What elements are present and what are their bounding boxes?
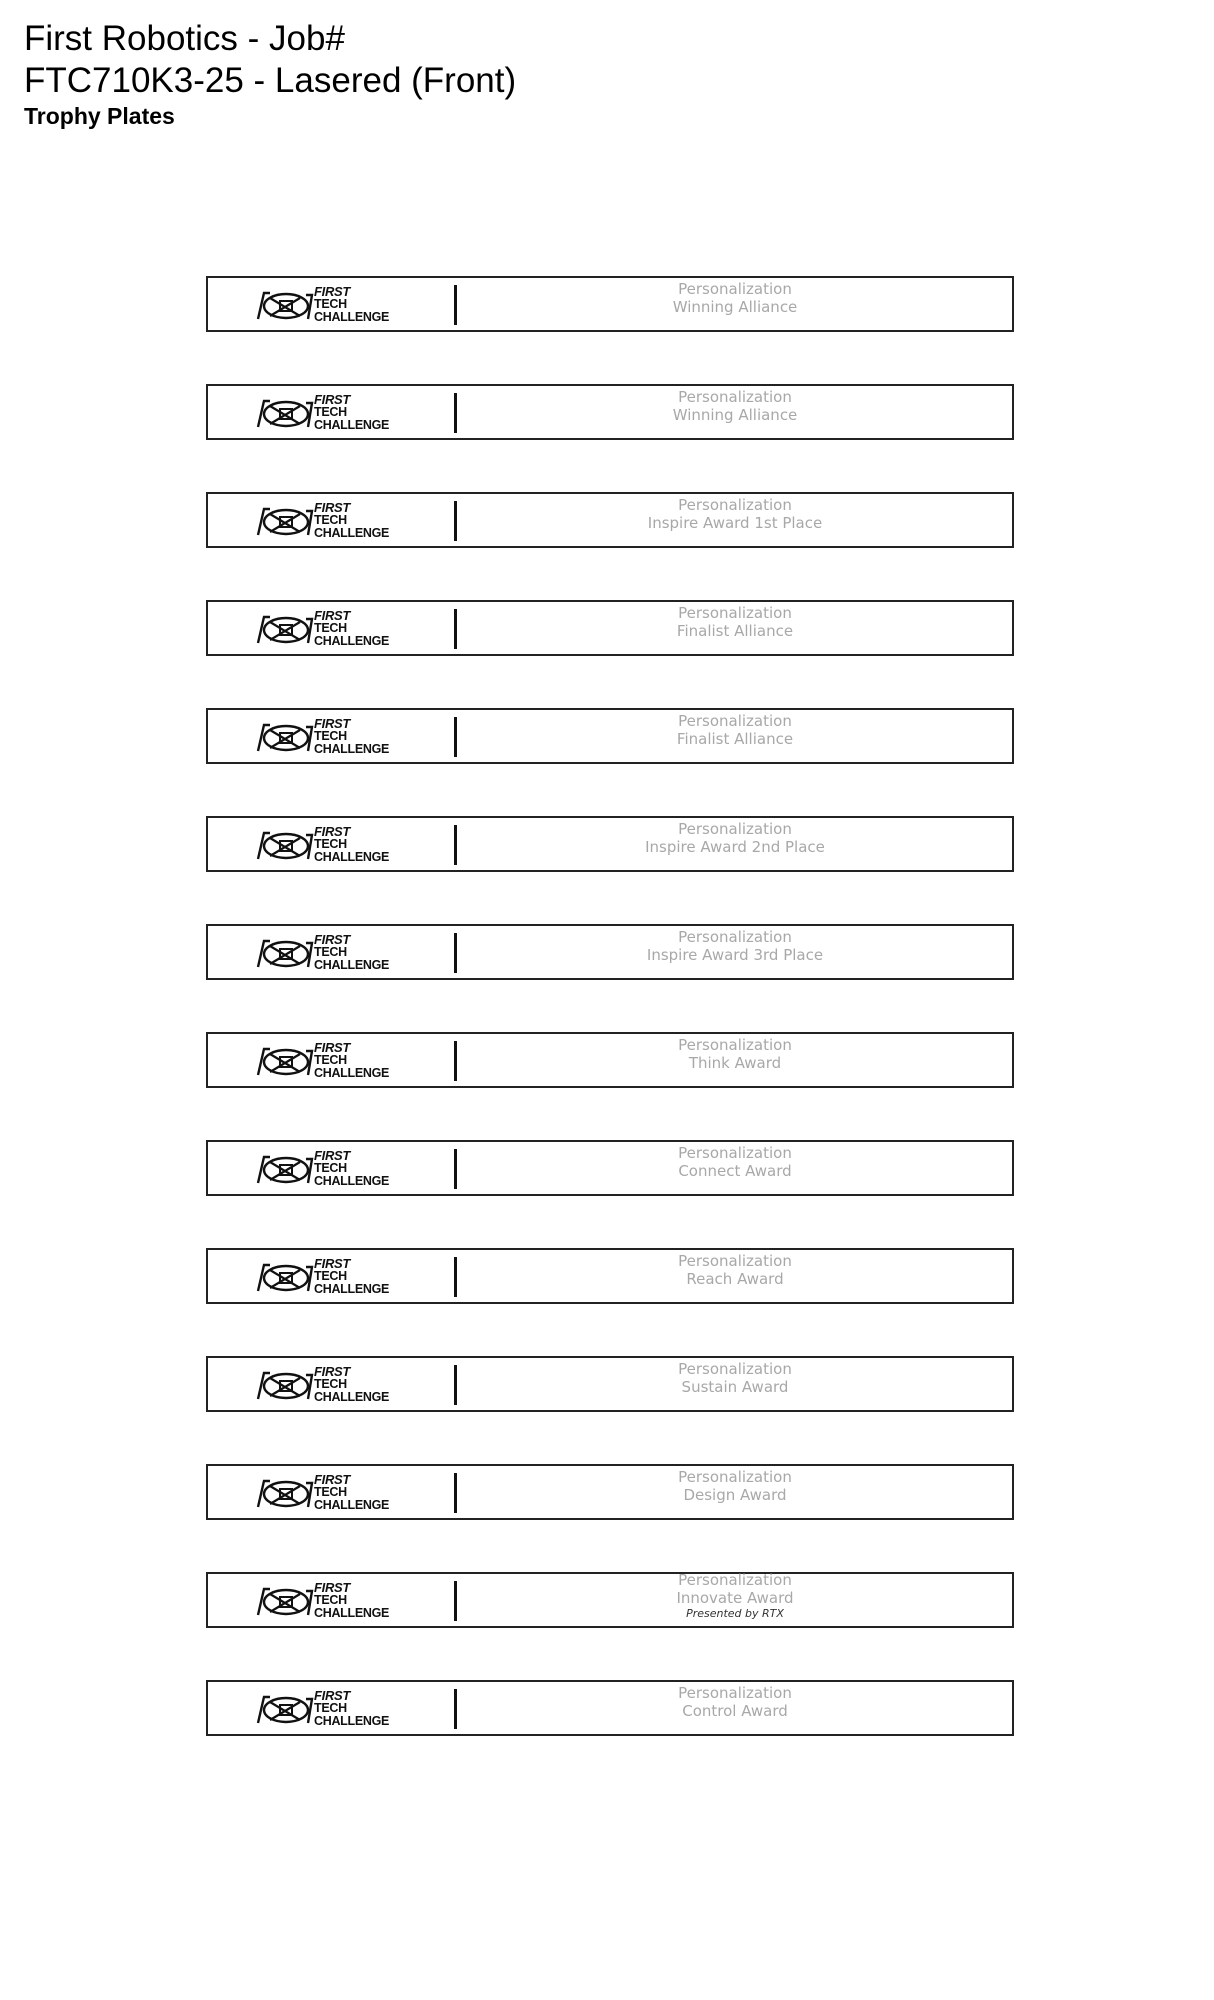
personalization-label: Personalization (678, 712, 792, 730)
personalization-label: Personalization (678, 1468, 792, 1486)
award-name: Inspire Award 1st Place (647, 514, 823, 532)
plate-text-area (468, 496, 1002, 532)
personalization-label: Personalization (678, 820, 792, 838)
ftc-logo (256, 825, 402, 865)
plate-divider (454, 1257, 457, 1297)
trophy-plate (206, 276, 1014, 332)
logo-text-challenge: CHALLENGE (314, 850, 390, 864)
plate-text-area (468, 928, 1002, 964)
plate-text-area (468, 1360, 1002, 1396)
personalization-label: Personalization (678, 1360, 792, 1378)
plate-text-area (468, 820, 1002, 856)
plate-divider (454, 717, 457, 757)
award-name: Winning Alliance (672, 406, 798, 424)
ftc-logo (256, 717, 402, 757)
trophy-plate (206, 1680, 1014, 1736)
logo-text-first: FIRST (314, 1148, 351, 1163)
logo-text-tech: TECH (314, 729, 347, 743)
award-name: Inspire Award 2nd Place (645, 838, 825, 856)
logo-text-first: FIRST (314, 932, 351, 947)
logo-text-tech: TECH (314, 1161, 347, 1175)
plate-text-area (468, 1468, 1002, 1504)
logo-text-tech: TECH (314, 1269, 347, 1283)
ftc-logo-icon (256, 1693, 314, 1727)
plate-text-area (468, 1684, 1002, 1720)
logo-text-tech: TECH (314, 1701, 347, 1715)
trophy-plate (206, 492, 1014, 548)
logo-text-tech: TECH (314, 837, 347, 851)
logo-text-first: FIRST (314, 1364, 351, 1379)
trophy-plate (206, 1356, 1014, 1412)
plate-text-area (468, 1252, 1002, 1288)
logo-text-challenge: CHALLENGE (314, 526, 390, 540)
ftc-logo-icon (256, 1369, 314, 1403)
ftc-logo-icon (256, 505, 314, 539)
award-name: Winning Alliance (672, 298, 798, 316)
plate-text-area (468, 1571, 1002, 1621)
logo-text-tech: TECH (314, 405, 347, 419)
logo-text-challenge: CHALLENGE (314, 1498, 390, 1512)
plate-divider (454, 933, 457, 973)
logo-text-challenge: CHALLENGE (314, 634, 390, 648)
ftc-logo-icon (256, 937, 314, 971)
logo-text-tech: TECH (314, 1485, 347, 1499)
award-name: Finalist Alliance (676, 730, 794, 748)
logo-text-first: FIRST (314, 284, 351, 299)
ftc-logo (256, 933, 402, 973)
trophy-plate (206, 384, 1014, 440)
trophy-plate (206, 1464, 1014, 1520)
trophy-plate (206, 924, 1014, 980)
logo-text-challenge: CHALLENGE (314, 1606, 390, 1620)
plate-divider (454, 1149, 457, 1189)
trophy-plate (206, 1140, 1014, 1196)
ftc-logo-icon (256, 613, 314, 647)
award-name: Innovate Award (676, 1589, 794, 1607)
plate-divider (454, 1041, 457, 1081)
plate-text-area (468, 388, 1002, 424)
plate-divider (454, 285, 457, 325)
ftc-logo-icon (256, 1261, 314, 1295)
award-name: Design Award (683, 1486, 787, 1504)
personalization-label: Personalization (678, 1036, 792, 1054)
award-name: Think Award (688, 1054, 782, 1072)
logo-text-first: FIRST (314, 392, 351, 407)
plate-divider (454, 1689, 457, 1729)
ftc-logo (256, 1257, 402, 1297)
logo-text-first: FIRST (314, 1580, 351, 1595)
logo-text-challenge: CHALLENGE (314, 1066, 390, 1080)
personalization-label: Personalization (678, 1571, 792, 1589)
presented-by-label: Presented by RTX (686, 1607, 784, 1620)
plate-divider (454, 1365, 457, 1405)
ftc-logo (256, 1581, 402, 1621)
award-name: Control Award (682, 1702, 788, 1720)
logo-text-tech: TECH (314, 513, 347, 527)
logo-text-first: FIRST (314, 716, 351, 731)
plate-divider (454, 1473, 457, 1513)
plate-text-area (468, 712, 1002, 748)
logo-text-challenge: CHALLENGE (314, 1714, 390, 1728)
logo-text-first: FIRST (314, 1256, 351, 1271)
plate-divider (454, 825, 457, 865)
award-name: Connect Award (678, 1162, 792, 1180)
ftc-logo (256, 1149, 402, 1189)
ftc-logo (256, 1689, 402, 1729)
subtitle: Trophy Plates (24, 103, 175, 129)
plate-divider (454, 609, 457, 649)
plate-text-area (468, 1144, 1002, 1180)
logo-text-challenge: CHALLENGE (314, 1174, 390, 1188)
personalization-label: Personalization (678, 928, 792, 946)
logo-text-tech: TECH (314, 621, 347, 635)
trophy-plate (206, 1248, 1014, 1304)
logo-text-challenge: CHALLENGE (314, 310, 390, 324)
award-name: Sustain Award (681, 1378, 789, 1396)
plate-divider (454, 1581, 457, 1621)
logo-text-tech: TECH (314, 1593, 347, 1607)
ftc-logo (256, 393, 402, 433)
ftc-logo-icon (256, 397, 314, 431)
personalization-label: Personalization (678, 496, 792, 514)
award-name: Inspire Award 3rd Place (646, 946, 824, 964)
logo-text-tech: TECH (314, 945, 347, 959)
personalization-label: Personalization (678, 1252, 792, 1270)
logo-text-first: FIRST (314, 1688, 351, 1703)
trophy-plate (206, 708, 1014, 764)
award-name: Finalist Alliance (676, 622, 794, 640)
ftc-logo-icon (256, 1045, 314, 1079)
ftc-logo-icon (256, 721, 314, 755)
logo-text-challenge: CHALLENGE (314, 1282, 390, 1296)
award-name: Reach Award (686, 1270, 784, 1288)
title-line-2: FTC710K3-25 - Lasered (Front) (24, 61, 517, 100)
personalization-label: Personalization (678, 388, 792, 406)
ftc-logo (256, 1041, 402, 1081)
personalization-label: Personalization (678, 1684, 792, 1702)
ftc-logo-icon (256, 1585, 314, 1619)
ftc-logo (256, 1473, 402, 1513)
logo-text-first: FIRST (314, 1472, 351, 1487)
logo-text-first: FIRST (314, 1040, 351, 1055)
personalization-label: Personalization (678, 280, 792, 298)
ftc-logo-icon (256, 1153, 314, 1187)
trophy-plate (206, 1572, 1014, 1628)
logo-text-first: FIRST (314, 608, 351, 623)
ftc-logo (256, 501, 402, 541)
logo-text-first: FIRST (314, 500, 351, 515)
ftc-logo (256, 285, 402, 325)
ftc-logo-icon (256, 1477, 314, 1511)
logo-text-challenge: CHALLENGE (314, 958, 390, 972)
plate-text-area (468, 604, 1002, 640)
plate-text-area (468, 1036, 1002, 1072)
ftc-logo-icon (256, 829, 314, 863)
trophy-plate (206, 1032, 1014, 1088)
personalization-label: Personalization (678, 1144, 792, 1162)
logo-text-challenge: CHALLENGE (314, 418, 390, 432)
ftc-logo (256, 1365, 402, 1405)
personalization-label: Personalization (678, 604, 792, 622)
plate-divider (454, 393, 457, 433)
document-header (24, 18, 516, 130)
logo-text-first: FIRST (314, 824, 351, 839)
logo-text-tech: TECH (314, 1377, 347, 1391)
plate-text-area (468, 280, 1002, 316)
logo-text-tech: TECH (314, 1053, 347, 1067)
ftc-logo-icon (256, 289, 314, 323)
logo-text-challenge: CHALLENGE (314, 1390, 390, 1404)
logo-text-challenge: CHALLENGE (314, 742, 390, 756)
logo-text-tech: TECH (314, 297, 347, 311)
trophy-plate (206, 816, 1014, 872)
ftc-logo (256, 609, 402, 649)
trophy-plate (206, 600, 1014, 656)
plate-divider (454, 501, 457, 541)
title-line-1: First Robotics - Job# (24, 19, 345, 58)
